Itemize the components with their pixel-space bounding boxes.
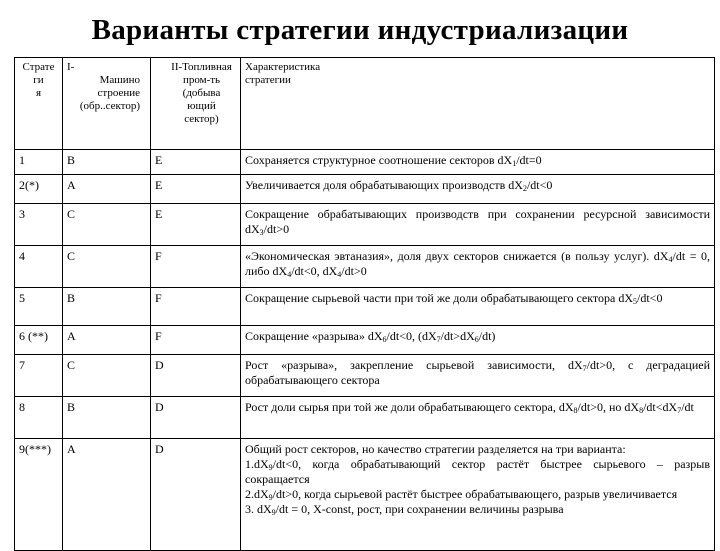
variant-line: $2.dX_9/dt>0$, когда сырьевой растёт быстрее обрабатывающего, разрыв увеличивается bbox=[245, 487, 678, 502]
sector-2-cell: F bbox=[151, 326, 241, 355]
subscript-index: 9 bbox=[268, 463, 273, 472]
sector-1-cell: C bbox=[63, 204, 151, 246]
subscript-index: 3 bbox=[259, 228, 264, 237]
table-row bbox=[15, 288, 715, 326]
strategy-cell: 2(*) bbox=[15, 175, 63, 204]
sector-2-cell: F bbox=[151, 246, 241, 288]
sector-2-cell: E bbox=[151, 204, 241, 246]
table-row bbox=[15, 150, 715, 175]
subscript-index: 4 bbox=[337, 270, 342, 279]
sector-1-cell: A bbox=[63, 439, 151, 551]
subscript-index: 4 bbox=[287, 270, 292, 279]
subscript-index: 4 bbox=[668, 255, 673, 264]
strategy-cell: 6 (**) bbox=[15, 326, 63, 355]
strategy-table bbox=[14, 57, 715, 551]
characteristic-cell: «Экономическая эвтаназия», доля двух секторов снижается (в пользу услуг). $dX_4/dt = 0$, либо $dX_4/dt<0$, $dX_4/dt>0$ bbox=[241, 246, 715, 288]
strategy-cell: 1 bbox=[15, 150, 63, 175]
header-characteristic: Характеристика стратегии bbox=[241, 58, 715, 150]
subscript-index: 7 bbox=[436, 335, 441, 344]
header-sector-1 bbox=[63, 58, 151, 150]
characteristic-cell: Общий рост секторов, но качество стратегии разделяется на три варианта: $1.dX_9/dt<0$, когда обрабатывающий сектор растёт быстрее сырьевого – разрыв сокращается $2.dX_9/dt>0$, когда сырьевой растёт быстрее обрабатывающего, разрыв увеличивается 3. $dX_9/dt = 0$, X-const, рост, при сохранении величины разрыва bbox=[241, 439, 715, 551]
subscript-index: 9 bbox=[271, 508, 276, 517]
characteristic-cell: Увеличивается доля обрабатывающих производств $dX_2/dt<0$ bbox=[241, 175, 715, 204]
table-row bbox=[15, 439, 715, 551]
strategy-cell: 8 bbox=[15, 397, 63, 439]
characteristic-cell: Сокращение сырьевой части при той же доли обрабатывающего сектора $dX_5/dt<0$ bbox=[241, 288, 715, 326]
sector-2-cell: F bbox=[151, 288, 241, 326]
sector-1-cell: B bbox=[63, 288, 151, 326]
variant-line: 3. $dX_9/dt = 0$, X-const, рост, при сохранении величины разрыва bbox=[245, 502, 564, 517]
sector-1-cell: B bbox=[63, 397, 151, 439]
table-row bbox=[15, 204, 715, 246]
subscript-index: 6 bbox=[382, 335, 387, 344]
sector-2-cell: D bbox=[151, 439, 241, 551]
strategy-cell: 9(***) bbox=[15, 439, 63, 551]
subscript-index: 9 bbox=[268, 493, 273, 502]
strategy-cell: 7 bbox=[15, 355, 63, 397]
characteristic-cell: Рост «разрыва», закрепление сырьевой зависимости, $dX_7/dt>0$, с деградацией обрабатывающего сектора bbox=[241, 355, 715, 397]
subscript-index: 8 bbox=[573, 406, 578, 415]
subscript-index: 2 bbox=[522, 184, 527, 193]
characteristic-cell: Сокращение обрабатывающих производств при сохранении ресурсной зависимости $dX_3/dt>0$ bbox=[241, 204, 715, 246]
sector-1-cell: B bbox=[63, 150, 151, 175]
strategy-cell: 5 bbox=[15, 288, 63, 326]
strategy-cell: 4 bbox=[15, 246, 63, 288]
page-title: Варианты стратегии индустриализации bbox=[91, 14, 629, 46]
subscript-index: 6 bbox=[474, 335, 479, 344]
strategy-cell: 3 bbox=[15, 204, 63, 246]
table-row bbox=[15, 355, 715, 397]
header-strategy: Страте ги я bbox=[15, 58, 63, 150]
table-row bbox=[15, 397, 715, 439]
table-header-row bbox=[15, 58, 715, 150]
table-row bbox=[15, 326, 715, 355]
subscript-index: 8 bbox=[639, 406, 644, 415]
sector-2-cell: D bbox=[151, 397, 241, 439]
subscript-index: 1 bbox=[512, 159, 517, 168]
characteristic-cell: Сокращение «разрыва» $dX_6/dt<0$, $(dX_7/dt>dX_6/dt)$ bbox=[241, 326, 715, 355]
table-row bbox=[15, 246, 715, 288]
variant-line: $1.dX_9/dt<0$, когда обрабатывающий сектор растёт быстрее сырьевого – разрыв сокращается bbox=[245, 457, 710, 486]
characteristic-cell: Рост доли сырья при той же доли обрабатывающего сектора, $dX_8/dt>0$, но $dX_8/dt<dX_7/dt$ bbox=[241, 397, 715, 439]
characteristic-cell: Сохраняется структурное соотношение секторов $dX_1/dt=0$ bbox=[241, 150, 715, 175]
header-sector-2: II-Топливная пром-ть (добыва ющий сектор) bbox=[151, 58, 241, 150]
subscript-index: 5 bbox=[633, 297, 638, 306]
subscript-index: 7 bbox=[582, 364, 587, 373]
sector-1-cell: A bbox=[63, 326, 151, 355]
subscript-index: 7 bbox=[677, 406, 682, 415]
sector-2-cell: D bbox=[151, 355, 241, 397]
header-sector-1-name: Машино строение (обр..сектор) bbox=[79, 74, 140, 112]
sector-1-cell: C bbox=[63, 246, 151, 288]
sector-1-cell: C bbox=[63, 355, 151, 397]
table-row bbox=[15, 175, 715, 204]
sector-2-cell: E bbox=[151, 150, 241, 175]
sector-2-cell: E bbox=[151, 175, 241, 204]
sector-1-cell: A bbox=[63, 175, 151, 204]
header-sector-1-number: I- bbox=[67, 61, 75, 73]
